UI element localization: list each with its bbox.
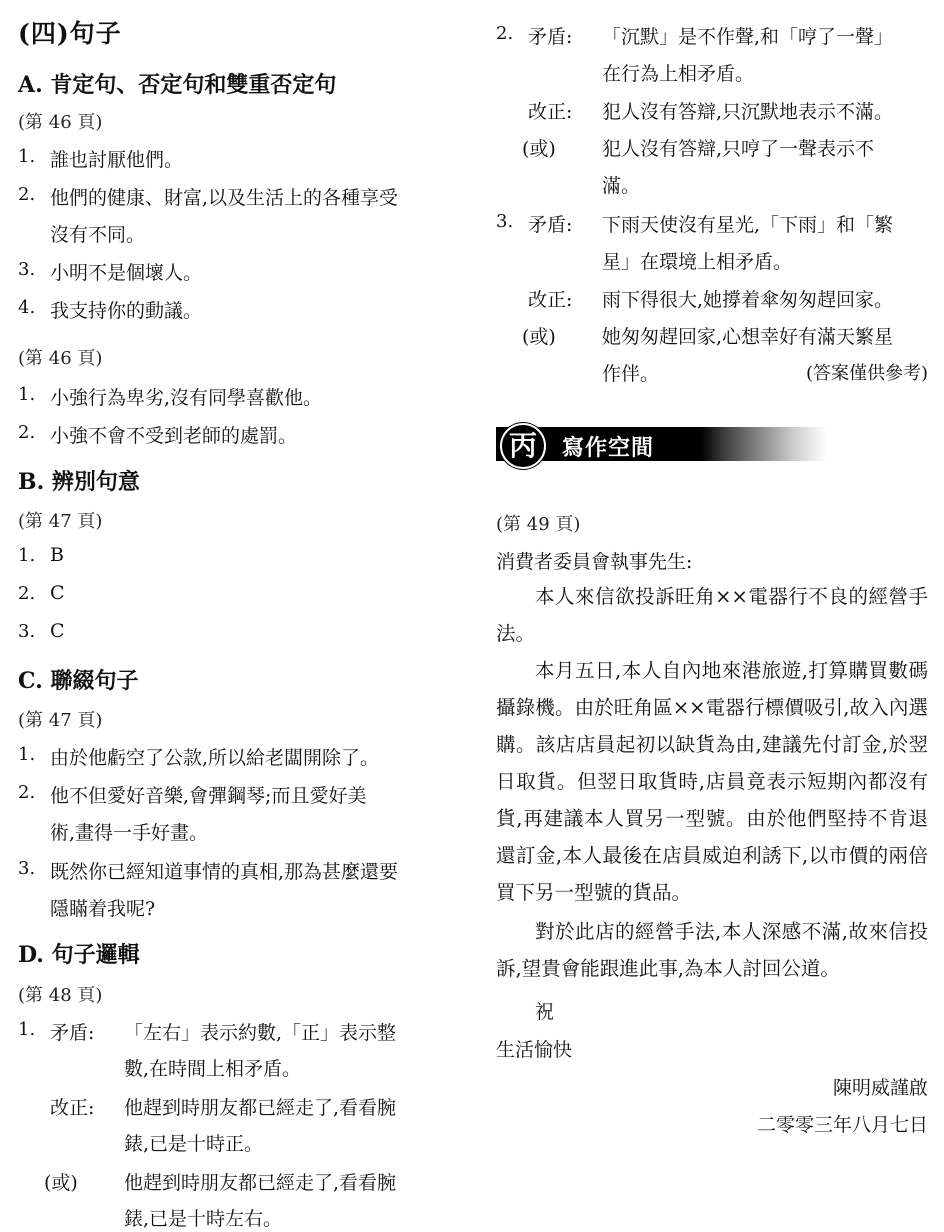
item-number: 1. [18,744,36,765]
label-conflict: 矛盾: [528,214,573,236]
letter-closing: 祝 [535,1001,555,1023]
answer-line: 我支持你的動議。 [50,300,203,322]
item-number: 4. [18,297,36,318]
banner-circle-icon: 丙 [500,423,546,469]
item-number: 1. [18,146,36,167]
answer-line: 犯人沒有答辯,只哼了一聲表示不 [602,138,875,160]
item-number: 3. [18,858,36,879]
answer-line: 既然你已經知道事情的真相,那為甚麼還要 [50,861,399,883]
answer-line: 小強不會不受到老師的處罰。 [50,425,298,447]
answer-line: 沒有不同。 [50,224,146,246]
answer-line: 雨下得很大,她撐着傘匆匆趕回家。 [602,289,894,311]
label-conflict: 矛盾: [50,1022,95,1044]
page-ref-b: (第 47 頁) [18,511,103,532]
heading-a: A. 肯定句、否定句和雙重否定句 [18,72,337,98]
answer-note: (答案僅供參考) [805,363,928,384]
label-fix: 改正: [50,1097,95,1119]
label-fix: 改正: [528,289,573,311]
letter-paragraph: 本人來信欲投訴旺角××電器行不良的經營手法。 [496,585,928,645]
answer-line: 小明不是個壞人。 [50,262,203,284]
answer-line: 由於他虧空了公款,所以給老闆開除了。 [50,747,380,769]
answer-line: 她匆匆趕回家,心想幸好有滿天繁星 [602,326,894,348]
answer-line: 術,畫得一手好畫。 [50,822,209,844]
answer-line: 隱瞞着我呢? [50,898,156,920]
label-fix: 改正: [528,101,573,123]
item-number: 3. [18,259,36,280]
item-number: 3. [496,211,514,232]
page-ref-a1: (第 46 頁) [18,112,103,133]
item-number: 2. [18,782,36,803]
answer-line: 他趕到時朋友都已經走了,看看腕 [124,1097,397,1119]
answer-line: 「沉默」是不作聲,和「哼了一聲」 [602,26,894,48]
item-number: 2. [18,583,36,604]
item-number: 3. [18,621,36,642]
page-ref-a2: (第 46 頁) [18,348,103,369]
answer-line: 滿。 [602,175,641,197]
answer-line: 在行為上相矛盾。 [602,63,755,85]
heading-d: D. 句子邏輯 [18,942,140,968]
writing-section-banner [496,423,826,463]
page-ref-c: (第 47 頁) [18,710,103,731]
answer-line: 錶,已是十時左右。 [124,1208,283,1230]
answer-line: 數,在時間上相矛盾。 [124,1058,302,1080]
item-number: 1. [18,1019,36,1040]
answer-line: 作伴。 [602,363,660,385]
item-number: 2. [496,23,514,44]
banner-title: 寫作空間 [562,436,655,461]
letter-signature: 陳明威謹啟 [832,1077,928,1099]
letter-salutation: 消費者委員會執事先生: [496,551,693,573]
letter-paragraph: 本月五日,本人自內地來港旅遊,打算購買數碼攝錄機。由於旺角區××電器行標價吸引,故入內選購。該店店員起初以缺貨為由,建議先付訂金,於翌日取貨。但翌日取貨時,店員竟表示短期內都沒有貨,再建議本人買另一型號。由於他們堅持不肯退還訂金,本人最後在店員威迫利誘下,以市價的兩倍買下另一型號的貨品。 [496,659,928,904]
answer-line: 他們的健康、財富,以及生活上的各種享受 [50,187,399,209]
item-number: 2. [18,184,36,205]
answer-line: 小強行為卑劣,沒有同學喜歡他。 [50,387,323,409]
page-ref-letter: (第 49 頁) [496,514,581,535]
item-number: 2. [18,422,36,443]
label-or: (或) [522,326,556,348]
answer-line: B [50,544,64,566]
answer-line: C [50,620,65,642]
letter-paragraph: 對於此店的經營手法,本人深感不滿,故來信投訴,望貴會能跟進此事,為本人討回公道。 [496,920,928,980]
label-conflict: 矛盾: [528,26,573,48]
answer-line: 下雨天使沒有星光,「下雨」和「繁 [602,214,894,236]
answer-line: 誰也討厭他們。 [50,149,184,171]
letter-date: 二零零三年八月七日 [756,1114,928,1136]
label-or: (或) [522,138,556,160]
answer-line: 犯人沒有答辯,只沉默地表示不滿。 [602,101,894,123]
answer-line: 他趕到時朋友都已經走了,看看腕 [124,1172,397,1194]
label-or: (或) [44,1172,78,1194]
item-number: 1. [18,384,36,405]
page-ref-d: (第 48 頁) [18,985,103,1006]
answer-line: C [50,582,65,604]
answer-line: 星」在環境上相矛盾。 [602,251,793,273]
answer-line: 「左右」表示約數,「正」表示整 [124,1022,397,1044]
answer-line: 他不但愛好音樂,會彈鋼琴;而且愛好美 [50,785,367,807]
heading-c: C. 聯綴句子 [18,668,139,694]
heading-b: B. 辨別句意 [18,469,140,495]
section-title: (四)句子 [18,19,122,48]
answer-line: 錶,已是十時正。 [124,1133,264,1155]
letter-closing: 生活愉快 [496,1039,573,1061]
item-number: 1. [18,545,36,566]
